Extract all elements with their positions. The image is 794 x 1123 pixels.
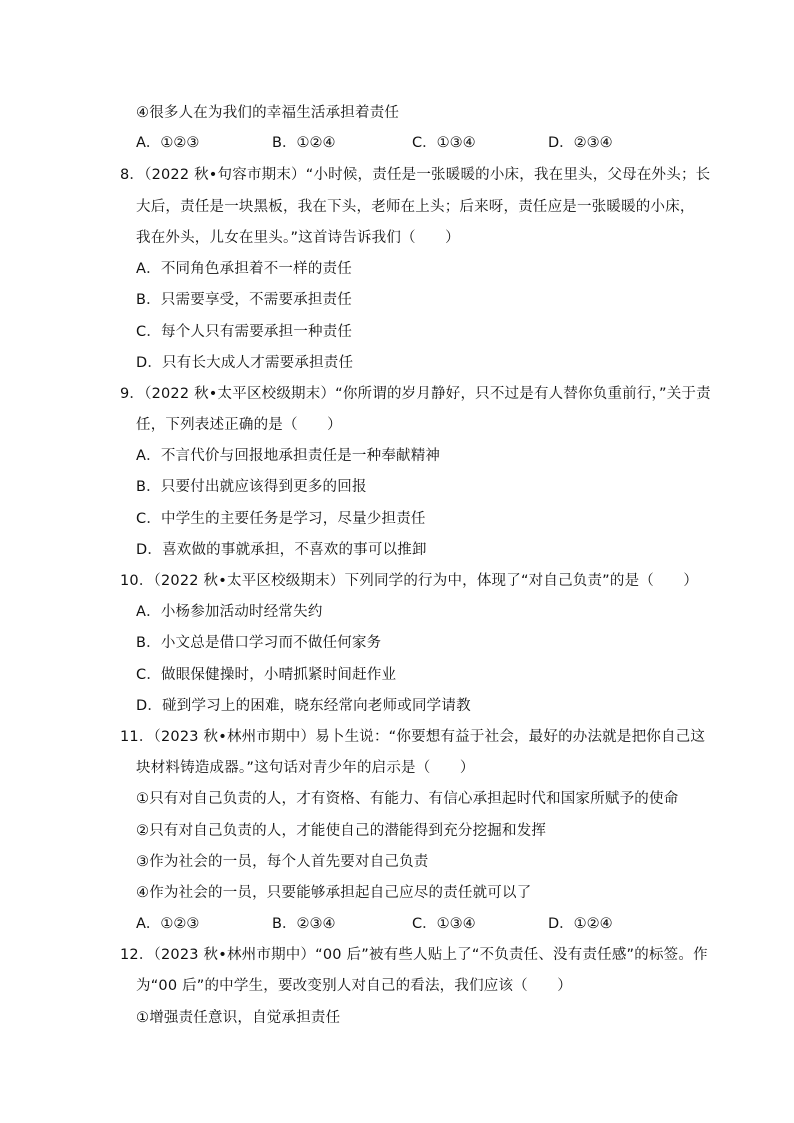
- q9-option-c[interactable]: C．中学生的主要任务是学习，尽量少担责任: [136, 511, 426, 527]
- q10-option-c[interactable]: C．做眼保健操时，小晴抓紧时间赶作业: [136, 667, 397, 683]
- q7-option-d[interactable]: D．②③④: [548, 135, 613, 151]
- q7-item-4: ④很多人在为我们的幸福生活承担着责任: [136, 105, 400, 121]
- q10-option-d[interactable]: D．碰到学习上的困难，晓东经常向老师或同学请教: [136, 698, 471, 714]
- q8-stem-line-2: 大后，责任是一块黑板，我在下头，老师在上头；后来呀，责任应是一张暖暖的小床，: [136, 199, 695, 215]
- q11-option-b[interactable]: B．②③④: [272, 916, 336, 932]
- q7-options: [136, 133, 656, 153]
- q9-option-b[interactable]: B．只要付出就应该得到更多的回报: [136, 479, 367, 495]
- q12-stem-line-2: 为“00 后”的中学生，要改变别人对自己的看法，我们应该（ ）: [136, 978, 572, 994]
- q7-option-c[interactable]: C．①③④: [412, 135, 476, 151]
- q9-stem-line-2: 任，下列表述正确的是（ ）: [136, 417, 342, 433]
- q8-option-c[interactable]: C．每个人只有需要承担一种责任: [136, 324, 353, 340]
- q9-option-a[interactable]: A．不言代价与回报地承担责任是一种奉献精神: [136, 448, 441, 464]
- q11-stem-line-2: 块材料铸造成器。”这句话对青少年的启示是（ ）: [136, 760, 475, 776]
- q11-stem-line-1: 11．（2023 秋•林州市期中）易卜生说：“你要想有益于社会，最好的办法就是把你自己这: [120, 729, 706, 745]
- q8-stem-line-3: 我在外头，儿女在里头。”这首诗告诉我们（ ）: [136, 230, 460, 246]
- q10-stem-line-1: 10．（2022 秋•太平区校级期末）下列同学的行为中，体现了“对自己负责”的是（ ）: [120, 573, 699, 589]
- q11-option-d[interactable]: D．①②④: [548, 916, 613, 932]
- q7-option-a[interactable]: A．①②③: [136, 135, 200, 151]
- q10-option-b[interactable]: B．小文总是借口学习而不做任何家务: [136, 635, 382, 651]
- q8-option-b[interactable]: B．只需要享受，不需要承担责任: [136, 292, 352, 308]
- q10-option-a[interactable]: A．小杨参加活动时经常失约: [136, 604, 323, 620]
- q9-option-d[interactable]: D．喜欢做的事就承担，不喜欢的事可以推卸: [136, 542, 427, 558]
- q8-stem-line-1: 8．（2022 秋•句容市期末）“小时候，责任是一张暖暖的小床，我在里头，父母在外头；长: [120, 167, 711, 183]
- q8-option-d[interactable]: D．只有长大成人才需要承担责任: [136, 355, 354, 371]
- q11-options: [136, 914, 656, 934]
- q11-item-4: ④作为社会的一员，只要能够承担起自己应尽的责任就可以了: [136, 885, 532, 901]
- q11-option-c[interactable]: C．①③④: [412, 916, 476, 932]
- q11-item-2: ②只有对自己负责的人，才能使自己的潜能得到充分挖掘和发挥: [136, 823, 547, 839]
- q11-item-3: ③作为社会的一员，每个人首先要对自己负责: [136, 854, 429, 870]
- q11-option-a[interactable]: A．①②③: [136, 916, 200, 932]
- q8-option-a[interactable]: A．不同角色承担着不一样的责任: [136, 261, 352, 277]
- q11-item-1: ①只有对自己负责的人，才有资格、有能力、有信心承担起时代和国家所赋予的使命: [136, 791, 679, 807]
- q12-item-1: ①增强责任意识，自觉承担责任: [136, 1010, 341, 1026]
- q9-stem-line-1: 9．（2022 秋•太平区校级期末）“你所谓的岁月静好，只不过是有人替你负重前行，”关于责: [120, 386, 711, 402]
- q7-option-b[interactable]: B．①②④: [272, 135, 336, 151]
- q12-stem-line-1: 12．（2023 秋•林州市期中）“00 后”被有些人贴上了“不负责任、没有责任感”的标签。作: [120, 947, 708, 963]
